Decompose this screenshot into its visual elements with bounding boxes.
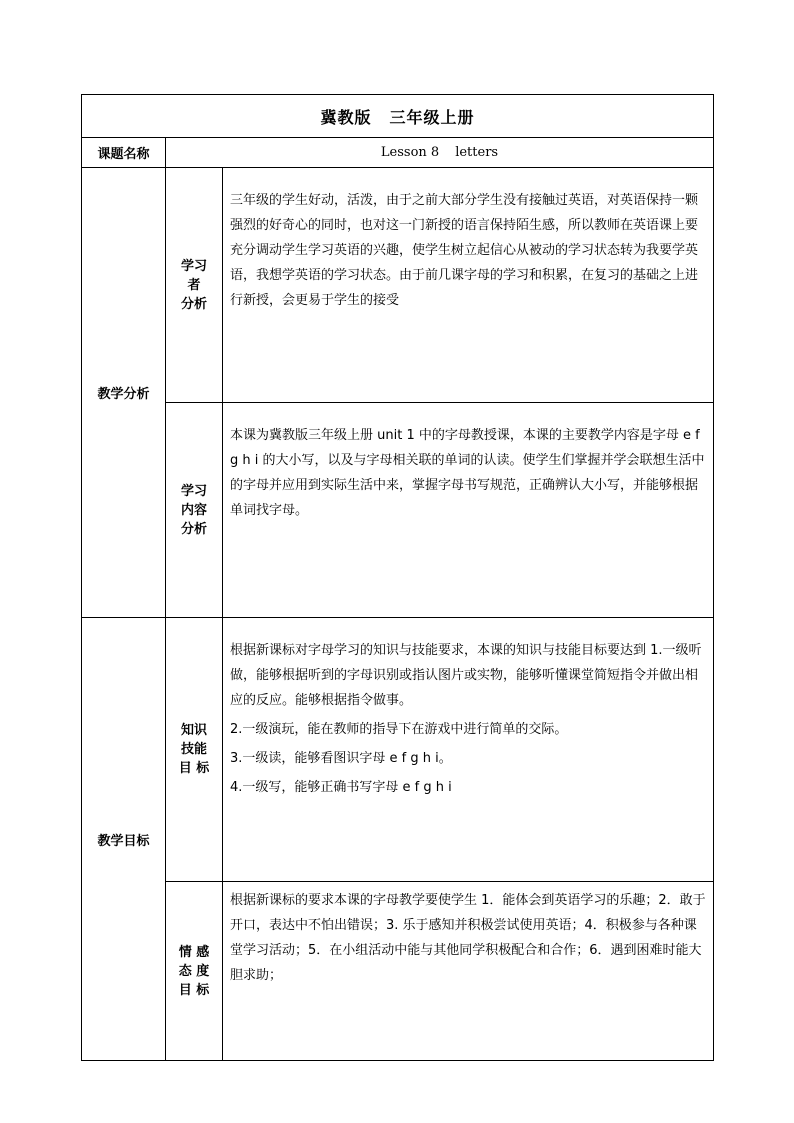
document-title bbox=[82, 95, 714, 138]
learner-analysis-paragraph: 三年级的学生好动，活泼，由于之前大部分学生没有接触过英语，对英语保持一颗强烈的好奇心的同时，也对这一门新授的语言保持陌生感，所以教师在英语课上要充分调动学生学习英语的兴趣，使学生树立起信心从被动的学习状态转为我要学英语，我想学英语的学习状态。由于前几课字母的学习和积累，在复习的基础之上进行新授，会更易于学生的接受 bbox=[230, 193, 699, 308]
content-analysis-paragraph: 本课为冀教版三年级上册 unit 1 中的字母教授课，本课的主要教学内容是字母 e f g h i 的大小写，以及与字母相关联的单词的认读。使学生们掌握并学会联想生活中的字母并应用到实际生活中来，掌握字母书写规范，正确辨认大小写，并能够根据单词找字母。 bbox=[230, 428, 705, 518]
content-analysis-text bbox=[223, 403, 714, 618]
skill-label-line: 技能 bbox=[180, 742, 207, 757]
content-label-line: 分析 bbox=[180, 521, 207, 537]
emotion-goal-paragraph: 根据新课标的要求本课的字母教学要使学生 1．能体会到英语学习的乐趣；2．敢于开口，表达中不怕出错误；3. 乐于感知并积极尝试使用英语；4．积极参与各种课堂学习活动；5．在小组活动中能与其他同学积极配合和合作；6．遇到困难时能大胆求助； bbox=[230, 893, 706, 983]
content-analysis-label bbox=[166, 403, 223, 618]
skill-label-line: 知识 bbox=[180, 723, 207, 738]
skill-goal-paragraph: 2.一级演玩，能在教师的指导下在游戏中进行简单的交际。 bbox=[230, 722, 568, 737]
title-grade: 三年级上册 bbox=[389, 107, 475, 127]
teaching-analysis-label: 教学分析 bbox=[82, 168, 166, 618]
emotion-label-line: 态 度 bbox=[178, 963, 210, 979]
skill-goal-paragraph: 根据新课标对字母学习的知识与技能要求，本课的知识与技能目标要达到 1.一级听做，能够根据听到的字母识别或指认图片或实物，能够听懂课堂简短指令并做出相应的反应。能够根据指令做事。 bbox=[230, 643, 702, 708]
lesson-name-label: 课题名称 bbox=[82, 138, 166, 168]
emotion-goals-label bbox=[166, 882, 223, 1061]
lesson-number: Lesson 8 bbox=[380, 145, 440, 160]
learner-label-line: 者 bbox=[187, 277, 201, 293]
lesson-name-value bbox=[166, 138, 714, 168]
emotion-label-line: 目 标 bbox=[178, 982, 210, 998]
skill-goals-label bbox=[166, 618, 223, 882]
learner-label-line: 分析 bbox=[180, 296, 207, 312]
skill-goal-paragraph: 3.一级读，能够看图识字母 e f g h i。 bbox=[230, 751, 452, 766]
content-label-line: 学习 bbox=[180, 483, 207, 499]
learner-analysis-label bbox=[166, 168, 223, 403]
title-publisher: 冀教版 bbox=[320, 107, 372, 127]
emotion-goals-text bbox=[223, 882, 714, 1061]
lesson-topic: letters bbox=[455, 145, 499, 160]
emotion-label-line: 情 感 bbox=[178, 944, 210, 960]
skill-label-line: 目 标 bbox=[178, 761, 210, 776]
learner-analysis-text bbox=[223, 168, 714, 403]
learner-label-line: 学习 bbox=[180, 258, 207, 274]
content-label-line: 内容 bbox=[180, 502, 207, 518]
skill-goal-paragraph: 4.一级写，能够正确书写字母 e f g h i bbox=[230, 780, 452, 795]
skill-goals-text bbox=[223, 618, 714, 882]
teaching-goals-label: 教学目标 bbox=[82, 618, 166, 1061]
lesson-plan-table bbox=[81, 94, 714, 1061]
